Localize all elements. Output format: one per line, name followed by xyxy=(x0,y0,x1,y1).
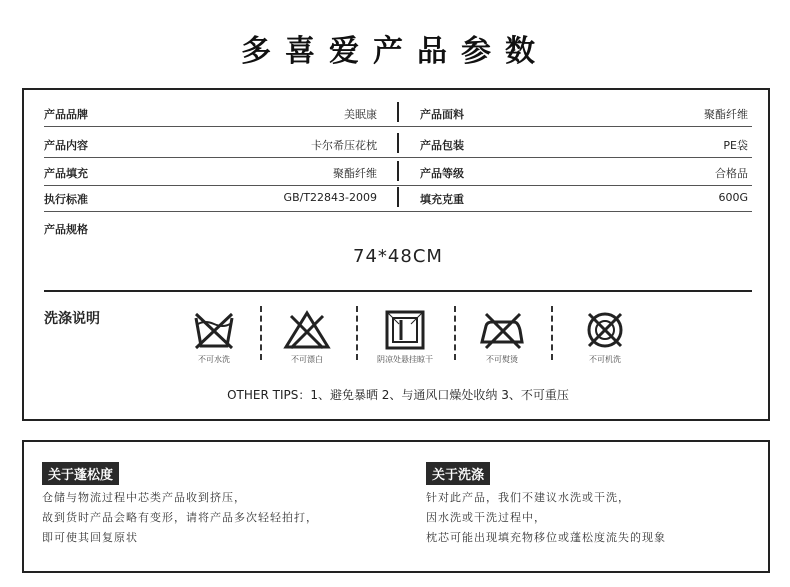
param-row xyxy=(44,185,752,209)
wash-title: 洗涤说明 xyxy=(44,311,100,327)
param-row xyxy=(44,100,752,124)
param-label: 产品品牌 xyxy=(44,108,88,121)
param-row xyxy=(44,131,752,155)
icon-caption: 不可水洗 xyxy=(198,355,230,364)
param-row xyxy=(44,159,752,183)
text-line: 即可使其回复原状 xyxy=(42,531,138,544)
icon-caption: 不可漂白 xyxy=(291,355,323,364)
param-value: 美眠康 xyxy=(344,108,377,121)
icon-caption: 阴凉处悬挂晾干 xyxy=(377,355,433,364)
spec-value: 74*48CM xyxy=(353,246,443,267)
icon-caption: 不可熨烫 xyxy=(486,355,518,364)
divider xyxy=(397,102,399,122)
param-label: 产品等级 xyxy=(420,167,464,180)
washing-title: 关于洗涤 xyxy=(426,462,490,485)
param-value: 聚酯纤维 xyxy=(333,167,377,180)
text-line: 因水洗或干洗过程中， xyxy=(426,511,546,524)
divider xyxy=(397,133,399,153)
dashed-divider xyxy=(356,306,358,360)
fluffy-title: 关于蓬松度 xyxy=(42,462,119,485)
fluffy-text xyxy=(42,488,318,548)
divider xyxy=(397,187,399,207)
no-wash-icon xyxy=(184,310,244,365)
row-divider xyxy=(44,157,752,158)
row-divider xyxy=(44,211,752,212)
param-value: 聚酯纤维 xyxy=(704,108,748,121)
text-line: 针对此产品，我们不建议水洗或干洗， xyxy=(426,491,630,504)
dashed-divider xyxy=(454,306,456,360)
row-divider xyxy=(44,126,752,127)
page-title: 多喜爱产品参数 xyxy=(241,34,549,69)
no-machine-wash-icon xyxy=(575,310,635,365)
spec-label: 产品规格 xyxy=(44,223,88,236)
param-label: 产品填充 xyxy=(44,167,88,180)
other-tips: OTHER TIPS：1、避免暴晒 2、与通风口燥处收纳 3、不可重压 xyxy=(227,388,569,402)
section-divider xyxy=(44,290,752,292)
no-bleach-icon xyxy=(277,310,337,365)
divider xyxy=(397,161,399,181)
param-label: 执行标准 xyxy=(44,193,88,206)
notes-box xyxy=(22,440,770,573)
param-value: 600G xyxy=(718,191,748,204)
text-line: 枕芯可能出现填充物移位或蓬松度流失的现象 xyxy=(426,531,666,544)
dashed-divider xyxy=(260,306,262,360)
param-value: GB/T22843-2009 xyxy=(283,191,377,204)
param-label: 填充克重 xyxy=(420,193,464,206)
icon-caption: 不可机洗 xyxy=(589,355,621,364)
shade-dry-icon xyxy=(375,310,435,365)
param-value: 卡尔希压花枕 xyxy=(311,139,377,152)
param-value: 合格品 xyxy=(715,167,748,180)
text-line: 故到货时产品会略有变形，请将产品多次轻轻拍打， xyxy=(42,511,318,524)
params-box xyxy=(22,88,770,421)
washing-text xyxy=(426,488,666,548)
param-value: PE袋 xyxy=(723,139,748,152)
text-line: 仓储与物流过程中芯类产品收到挤压， xyxy=(42,491,246,504)
param-label: 产品面料 xyxy=(420,108,464,121)
param-label: 产品内容 xyxy=(44,139,88,152)
param-label: 产品包装 xyxy=(420,139,464,152)
no-iron-icon xyxy=(472,310,532,365)
dashed-divider xyxy=(551,306,553,360)
